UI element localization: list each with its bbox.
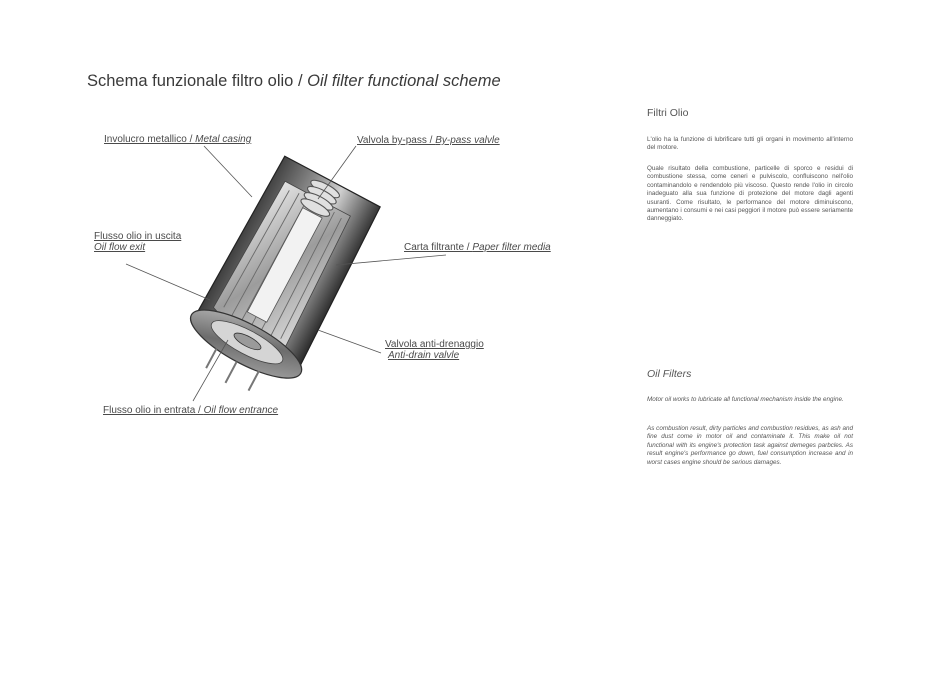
label-anti-drain-valve: Valvola anti-drenaggio Anti-drain valvle [385, 339, 484, 361]
italian-paragraph-2: Quale risultato della combustione, particelle di sporco e residui di combustione stessa, come ceneri e pulviscolo, confluiscono nell'olio contaminandolo e rendendolo più viscoso. Questo rende l'olio in circolo inadeguato alla sua funzione di protezione del motore dagli agenti usuranti. Come risultato, le performance del motore diminuiscono, aumentano i consumi e nei casi peggiori il motore può essere seriamente danneggiato. [647, 165, 853, 223]
title-english: Oil filter functional scheme [307, 72, 501, 90]
label-oil-flow-entrance: Flusso olio in entrata / Oil flow entrance [103, 405, 279, 416]
italian-paragraph-1: L'olio ha la funzione di lubrificare tutti gli organi in movimento all'interno del motore. [647, 136, 853, 152]
filter-casing-shape [171, 152, 388, 412]
english-paragraph-2: As combustion result, dirty particles and combustion residues, as ash and fine dust come in motor oil and contaminate it. This make oil not functional with its engine's protection task against demeges parbcles. As result engine's performance go down, fuel consumption increase and in worst cases engine should be serious damages. [647, 425, 853, 466]
label-filter-media: Carta filtrante / Paper filter media [404, 242, 551, 253]
label-oil-flow-exit: Flusso olio in uscita Oil flow exit [94, 231, 182, 253]
title-separator: / [293, 72, 308, 90]
label-metal-casing: Involucro metallico / Metal casing [104, 134, 252, 145]
title-italian: Schema funzionale filtro olio [87, 72, 294, 90]
label-bypass-valve: Valvola by-pass / By-pass valvle [357, 135, 500, 146]
english-heading: Oil Filters [647, 368, 692, 380]
english-paragraph-1: Motor oil works to lubricate all functional mechanism inside the engine. [647, 396, 844, 403]
italian-heading: Filtri Olio [647, 107, 689, 119]
